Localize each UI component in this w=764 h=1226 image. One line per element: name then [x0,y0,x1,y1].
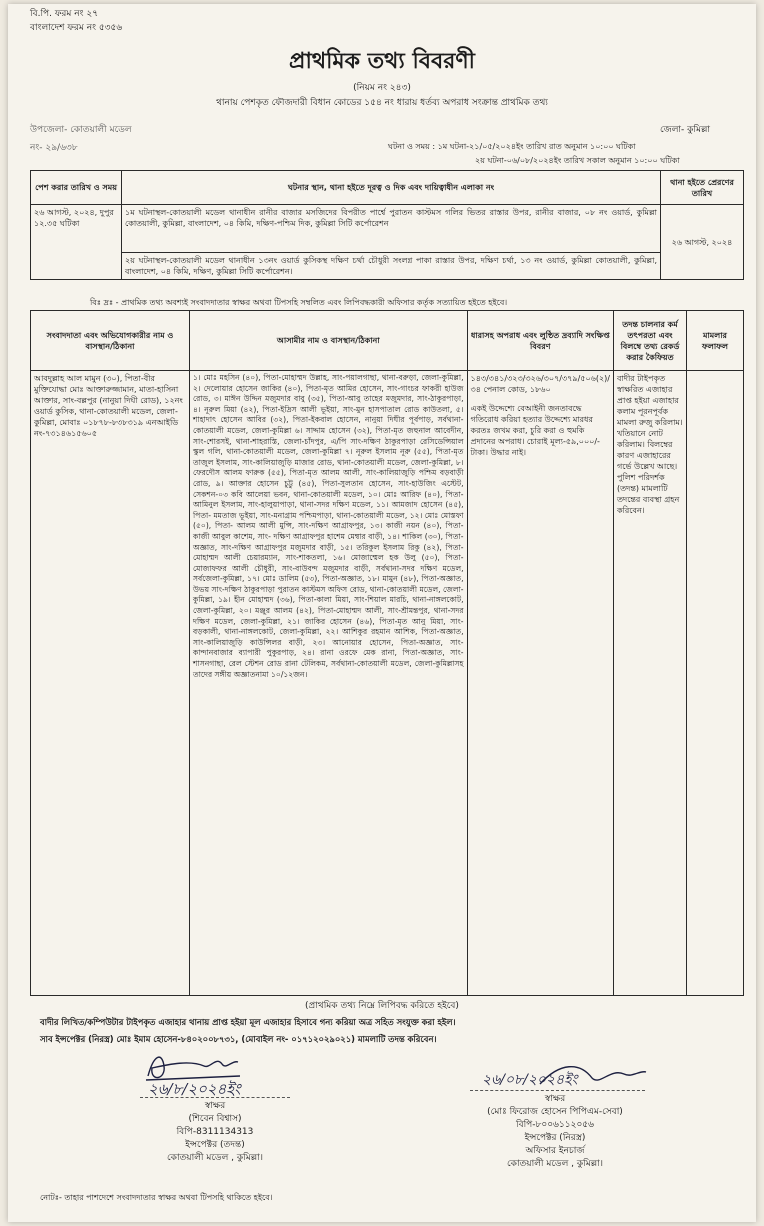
incident-table [30,170,744,280]
footer-line-2: বাদীর লিখিত/কম্পিউটার টাইপকৃত এজাহার থানায় প্রাপ্ত হইয়া মূল এজাহার হিসাবে গন্য করিয়া অত্র সহিত সংযুক্ত করা হইল। [40,1017,456,1027]
submit-time: ২৬ আগস্ট, ২০২৪, দুপুর ১২.৩৫ ঘটিকা [31,205,122,280]
page-title: প্রাথমিক তথ্য বিবরণী [289,48,475,74]
right-title: অফিসার ইনচার্জ [525,1146,585,1156]
investigation-action: বাদীর টাইপকৃত স্বাক্ষরিত এজাহার প্রাপ্ত হইয়া এজাহার কলাম পূরনপূর্বক মামলা রুজু করিলাম। খতিয়ানে নোট করিলাম। বিলম্বের কারণ এজাহারের গর্ভে উল্লেখ আছে। পুলিশ পরিদর্শক (তদন্ত) মামলাটি তদন্তের ব্যবস্থা গ্রহন করিবেন। [614,371,687,996]
district: জেলা- কুমিল্লা [660,125,711,135]
case-result [687,371,744,996]
incident-time-1: ঘটনা ও সময় : ১ম ঘটনা-২১/০৫/২০২৪ইং তারিখ রাত অনুমান ১০:০০ ঘটিকা [388,142,636,151]
th-submit-time: পেশ করার তারিখ ও সময় [31,171,122,205]
right-sign-label: স্বাক্ষর [544,1094,566,1104]
footer-line-3: সাব ইন্সপেক্টর (নিরস্ত্র) মোঃ ইমাম হোসেন-৮৪০২০০৮৭৩১, (মোবাইল নং- ০১৭১২০২৯০২১) মামলাটি তদন্ত করিবেন। [40,1034,437,1044]
right-official-block [455,1093,655,1171]
incident-time-2: ২য় ঘটনা-০৬/০৮/২০২৪ইং তারিখ সকাল অনুমান ১০:০০ ঘটিকা [475,156,680,165]
th-dispatch: থানা হইতে প্রেরণের তারিখ [661,171,744,205]
places-cell [122,205,661,280]
place-2: ২য় ঘটনাস্থল-কোতয়ালী মডেল থানাধীন ১৩নং ওয়ার্ড কুসিকস্থ দক্ষিণ চর্থা চৌধুরী সংলগ্ন পাকা রাস্তার উপর, দক্ষিণ চর্থা, ১৩ নং ওয়ার্ড, কুমিল্লা কোতয়ালী, কুমিল্লা, বাংলাদেশ, ০৪ কিমি, দক্ষিণ, কুমিল্লা সিটি কর্পোরেশন। [125,256,657,276]
right-rank: ইন্সপেক্টর (নিরস্ত্র) [524,1133,586,1143]
th-place: ঘটনার স্থান, থানা হইতে দূরত্ব ও দিক এবং দায়িত্বাধীন এলাকা নং [122,171,661,205]
th-offense: ধারাসহ অপরাধ এবং লুন্ঠিত দ্রব্যাদি সংক্ষিপ্ত বিবরণ [467,311,613,371]
right-name: (মোঃ ফিরোজ হোসেন পিপিএম-সেবা) [487,1107,623,1117]
subtitle: থানায় পেশকৃত ফৌজদারী বিধান কোডের ১৫৪ নং ধারায় ধর্তব্য অপরাধ সংক্রান্ত প্রাথমিক তথ্য [216,98,548,108]
informant: আবদুল্লাহ আল মামুন (৩০), পিতা-বীর মুক্তিযোদ্ধা মোঃ আক্তারুজ্জামান, মাতা-হাসিনা আক্তার, সাং-বল্লপুর (নানুয়া দিঘী রোড), ১২নং ওয়ার্ড কুসিক, থানা-কোতয়ালী মডেল, জেলা-কুমিল্লা, মোবাঃ ০১৮৭৮-৮৩৮৩১৯ এনআইডি নং-৭৩১৪৬১৫৬০৫ [31,371,190,996]
attestation-note: বিঃ দ্রঃ - প্রাথমিক তথ্য অবশ্যই সংবাদদাতার স্বাক্ষর অথবা টিপসহি সম্বলিত এবং লিপিবদ্ধকারী অফিসার কর্তৃক সত্যায়িত হইতে হইবে। [90,298,508,307]
upazila: উপজেলা- কোতয়ালী মডেল [30,125,132,135]
accused-list: ১। মোঃ মহসিন (৪০), পিতা-মোহাম্মদ উল্লাহ, সাং-পয়ালগাছা, থানা-বরুড়া, জেলা-কুমিল্লা, ২। দেলোয়ার হোসেন জাকির (৪০), পিতা-মৃত আমির হোসেন, সাং-গাংচর ফাকরী হাউজ রোড, ৩। মাঈন উদ্দিন মজুমদার বাবু (৩৫), পিতা-আবু তাহের মজুমদার, সাং-ঠাকুরপাড়া, ৪। নূরুল মিয়া (৪২), পিতা-ইদ্রিস আলী ভূইয়া, সাং-মুন হাসপাতাল রোড কাউতলা, ৫। শাহাদাৎ হোসেন আবির (৩২), পিতা-ইকবাল হোসেন, নানুয়া দিঘীর পূর্বপাড়, সর্বথানা-কোতয়ালী মডেল, জেলা-কুমিল্লা ৬। সাদ্দাম হোসেন (৩২), পিতা-মৃত জহুনাল আবেদীন, সাং-শোরসই, থানা-শাহরাস্তি, জেলা-চাঁদপুর, এ/পি সাং-দক্ষিণ ঠাকুরপাড়া রেসিডেন্সিয়াল স্কুল গলি, থানা-কোতয়ালী মডেল, জেলা-কুমিল্লা ৭। নূরুল ইসলাম নূরু (৫৫), পিতা-মৃত তাজুল ইসলাম, সাং-কালিয়াজুড়ি মাজার রোড, থানা-কোতয়ালী মডেল, জেলা-কুমিল্লা, ৮। ফেরদৌস আলম ফারুক (৫৫), পিতা-মৃত আলম আলী, সাং-কালিয়াজুড়ি পশ্চিম বড়বাড়ী রোড, ৯। আক্তার হোসেন চুট্টু (৪৫), পিতা-সুলতান হোসেন, সাং-হাউজিং এস্টেট, সেকশন-০৩ কবি আলেয়া ভবন, থানা-কোতয়ালী মডেল, ১০। মোঃ আরিফ (৪০), পিতা- আমিনুল ইসলাম, সাং-হালুয়াপাড়া, থানা-সদর দক্ষিণ মডেল, ১১। আমজাদ হোসেন (৪৫), পিতা- মমতাজ ভূইয়া, সাং-মনাগ্রাম পশ্চিমপাড়া, থানা-কোতয়ালী মডেল, ১২। মোঃ মোস্তফা (৫০), পিতা- আলম আলী মুন্সি, সাং-দক্ষিণ আগ্রাফপুর, ১৩। কাজী নয়ন (৪০), পিতা-কাজী আবুল কাশেম, সাং- দক্ষিণ আগ্রাফপুর হাশেম মেম্বার বাড়ী, ১৪। শাকিল (৩০), পিতা-অজ্ঞাত, সাং-দক্ষিণ আগ্রাফপুর মজুমদার বাড়ী, ১৫। তরিকুল ইসলাম রিকু (৪২), পিতা-মোহাম্মদ আলী চেয়ারম্যান, সাং-শাকতলা, ১৬। মোজাম্মেল হক উলু (৫০), পিতা-মোজাফফর আলী চৌধুরী, সাং-বাউবন্দ মজুমদার বাড়ী, সর্বথানা-সদর দক্ষিণ মডেল, সর্বজেলা-কুমিল্লা, ১৭। মোঃ ডালিম (৫৩), পিতা-অজ্ঞাত, ১৮। মামুন (৪৮), পিতা-অজ্ঞাত, উভয় সাং-দক্ষিণ ঠাকুরপাড়া পুরাতন কাস্টমস অফিস রোড, থানা-কোতয়ালী মডেল, জেলা-কুমিল্লা, ১৯। হীন মোহাম্মদ (৩৬), পিতা-কালা মিয়া, সাং-শিয়াল মারচি, থানা-নাঙ্গলকোট, জেলা-কুমিল্লা, ২০। মঞ্জুর আলম (৪২), পিতা-মোহাম্মদ আলী, সাং-শ্রীমন্তপুর, থানা-সদর দক্ষিণ মডেল, জেলা-কুমিল্লা, ২১। জাকির হোসেন (৪৬), পিতা-মৃত আনু মিয়া, সাং-বড়কালী, থানা-নাঙ্গলকোট, জেলা-কুমিল্লা, ২২। আশিকুর রহমান আশিক, পিতা-অজ্ঞাত, সাং-কালিয়াজুড়ি কাউন্সিলর বাড়ী, ২৩। আনোয়ার হোসেন, পিতা-অজ্ঞাত, সাং-কান্দানবাজার ব্যাপারী পুকুরপাড়, ২৪। রানা ওরফে মেক রানা, পিতা-অজ্ঞাত, সাং-শাসনগাছা, রেল স্টেশন রোড রানা টেলিকম, সর্বথানা-কোতয়ালী মডেল, জেলা-কুমিল্লাসহ তাদের সঙ্গীয় অজ্ঞাতনামা ১০/১২জন। [190,371,468,996]
form-ref-2: বাংলাদেশ ফরম নং ৫৩৫৬ [30,23,123,33]
bottom-note: নোটঃ- তাহার পাশদেশে সংবাদদাতার স্বাক্ষর অথবা টিপসহি থাকিতে হইবে। [40,1193,273,1202]
right-sign-date: ২৬/০৮/২০২৪ইং [482,1072,578,1088]
right-bp: বিপি-৮০০৬১১২০৫৬ [516,1120,594,1130]
offense-sections: ১৪৩/৩৪১/৩২৩/৩২৬/৩০৭/৩৭৯/৫০৬(২)/৩৪ পেনাল কোড, ১৮৬০ [470,374,610,394]
case-details-table [30,310,744,996]
case-number: নং- ২৯/৬৩৮ [30,143,78,153]
footer-line-1: (প্রাথমিক তথ্য নিম্নে লিপিবদ্ধ করিতে হইবে) [305,1001,459,1011]
form-ref-1: বি.পি. ফরম নং ২৭ [30,9,99,19]
rule-reference: (নিয়ম নং ২৪৩) [353,83,411,93]
left-sign-line [140,1097,290,1098]
dispatch-date: ২৬ আগস্ট, ২০২৪ [661,205,744,280]
th-action: তদন্ত চালনার কর্ম তৎপরতা এবং বিলম্বে তথ্য রেকর্ড করার কৈফিয়ত [614,311,687,371]
left-sign-date: ২৬/৮/২০২৪ইং [148,1080,241,1098]
left-station: কোতয়ালী মডেল , কুমিল্লা। [167,1153,263,1163]
th-accused: আসামীর নাম ও বাসস্থান/ঠিকানা [190,311,468,371]
left-official-block [140,1100,290,1165]
place-1: ১ম ঘটনাস্থল-কোতয়ালী মডেল থানাধীন রানীর বাজার মসজিদের বিপরীত পার্শ্বে পুরাতন কাস্টমস গলির ভিতর রাস্তার উপর, রানীর বাজার, ০৮ নং ওয়ার্ড, কুমিল্লা কোতয়ালী, কুমিল্লা, বাংলাদেশ, ০৪ কিমি, দক্ষিণ-পশ্চিম দিক, কুমিল্লা সিটি কর্পোরেশন [122,205,660,253]
th-informant: সংবাদদাতা এবং অভিযোগকারীর নাম ও বাসস্থান/ঠিকানা [31,311,190,371]
left-rank: ইন্সপেক্টর (তদন্ত) [185,1140,245,1150]
right-sign-line [470,1090,645,1091]
left-name: (শিবেন বিশ্বাস) [188,1114,242,1124]
left-bp: বিপি-8311134313 [176,1127,254,1137]
th-result: মামলার ফলাফল [687,311,744,371]
left-sign-label: স্বাক্ষর [204,1101,226,1111]
right-station: কোতয়ালী মডেল , কুমিল্লা। [507,1159,603,1169]
offense-description: একই উদ্দেশ্যে বেআইনী জনতাবদ্ধে গতিরোধ করিয়া হত্যার উদ্দেশ্যে মারধর করতঃ জখম করা, চুরি করা ও হুমকি প্রদানের অপরাধ। চোরাই মূল্য-৫৯,০০০/- টাকা। উদ্ধার নাই। [470,404,600,457]
offense-cell [467,371,613,996]
